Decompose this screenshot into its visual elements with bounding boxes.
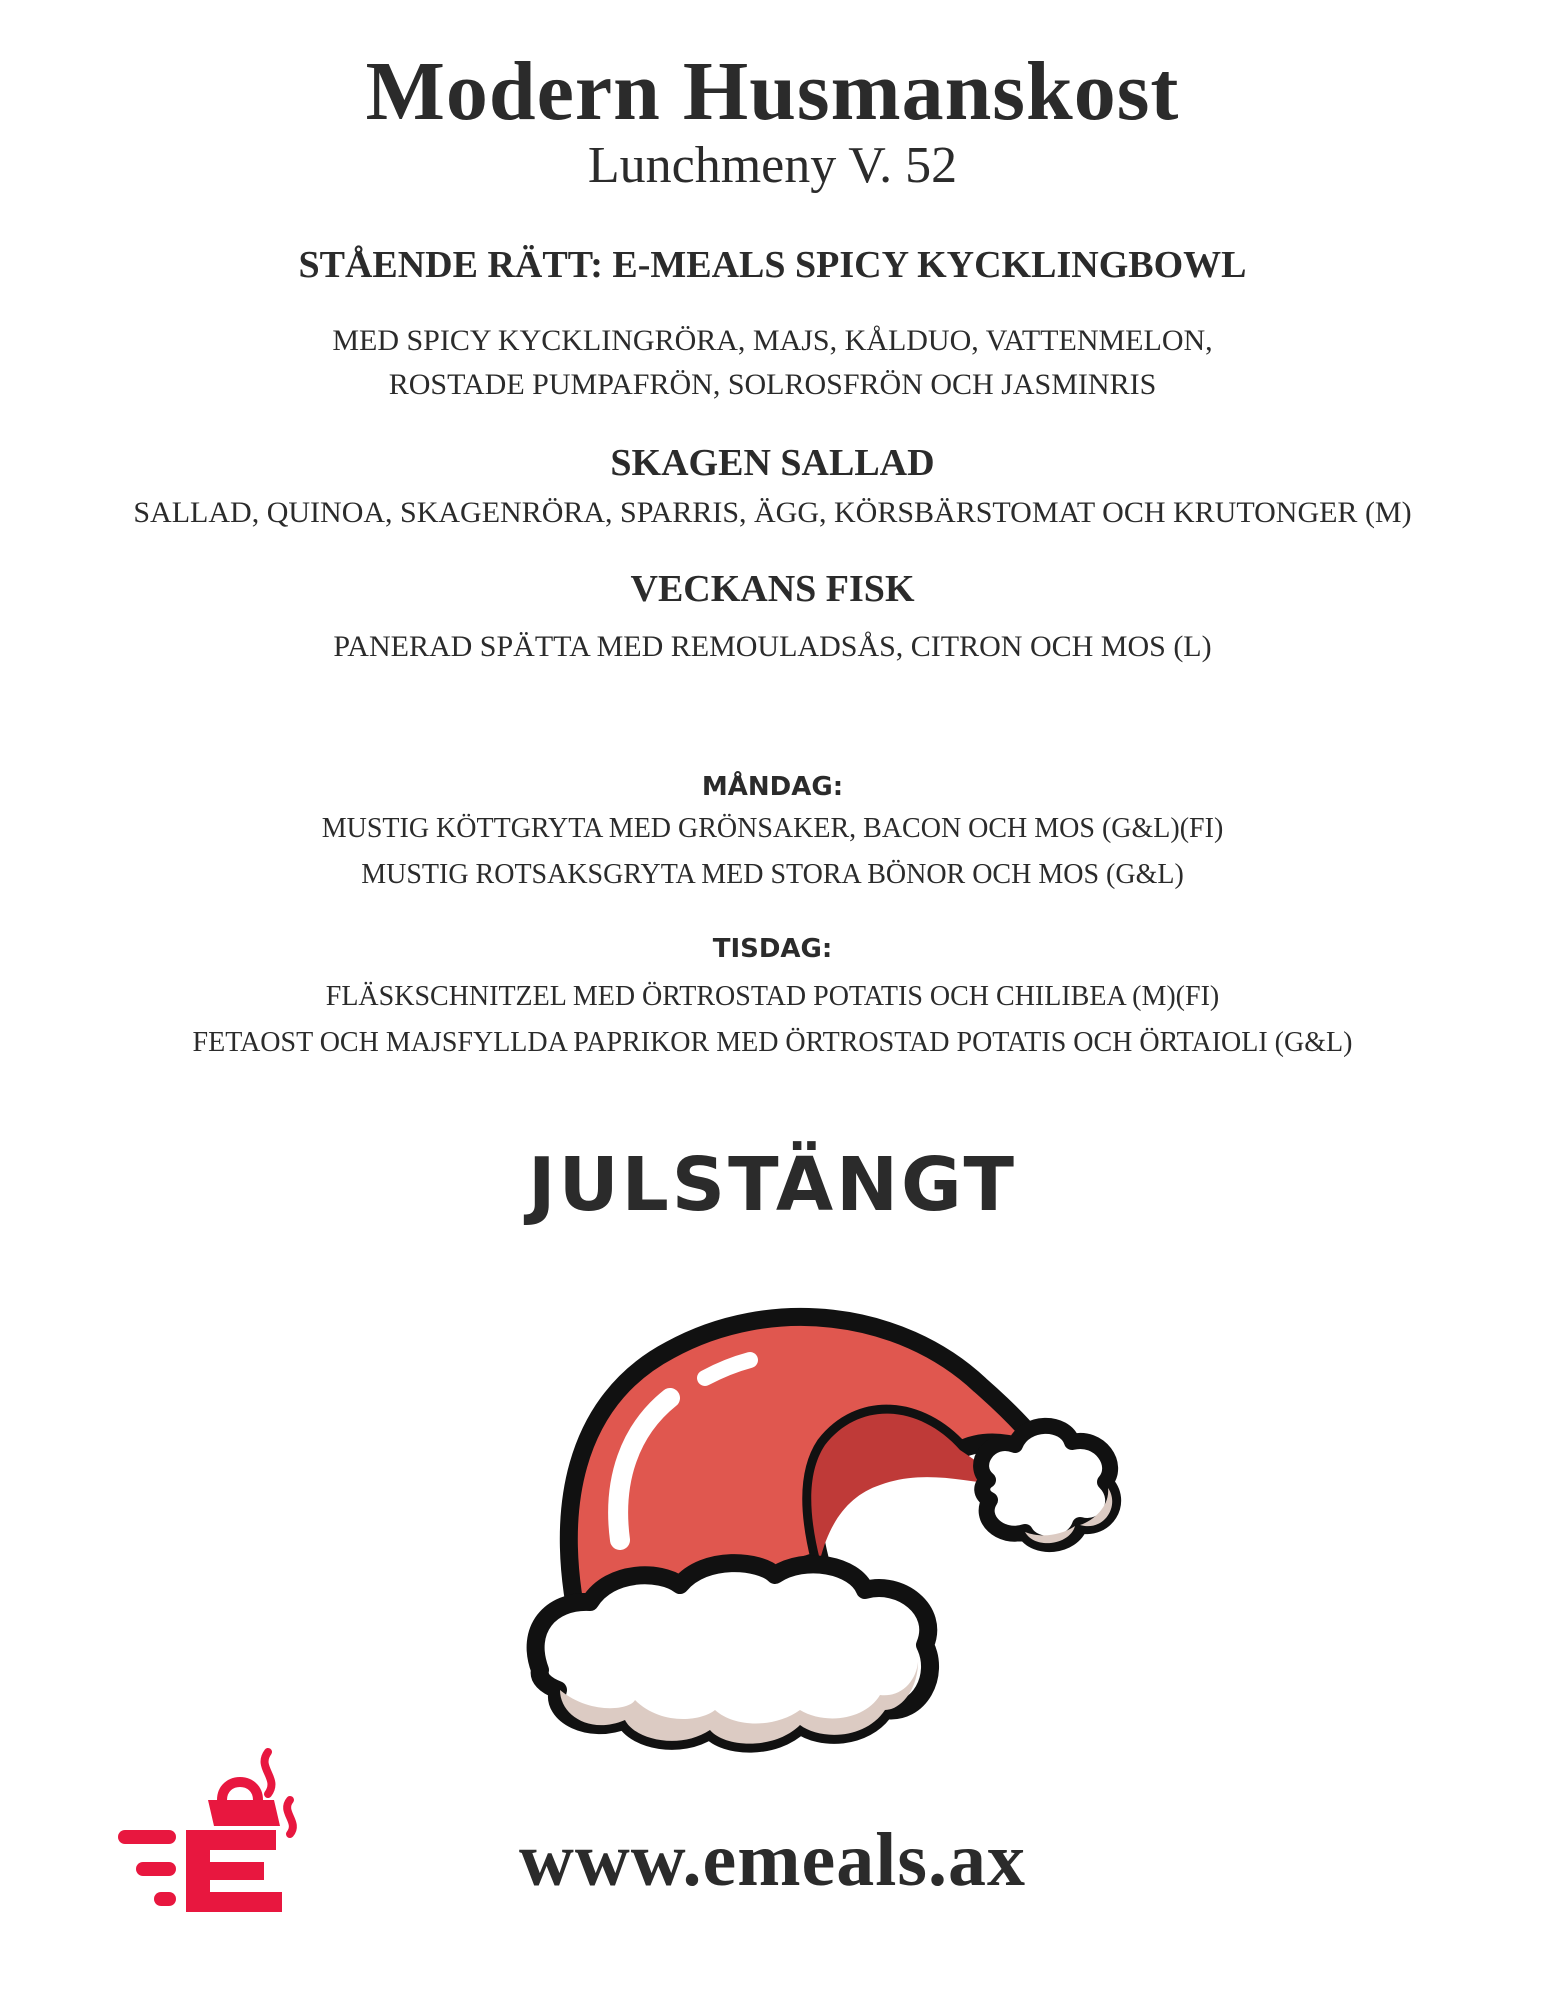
standing-dish-line: ROSTADE PUMPAFRÖN, SOLROSFRÖN OCH JASMINRIS	[388, 368, 1157, 401]
website-link[interactable]: www.emeals.ax	[519, 1818, 1026, 1902]
day-heading: MÅNDAG:	[701, 772, 844, 802]
standing-dish-line: MED SPICY KYCKLINGRÖRA, MAJS, KÅLDUO, VATTENMELON,	[332, 324, 1213, 357]
skagen-description: SALLAD, QUINOA, SKAGENRÖRA, SPARRIS, ÄGG, KÖRSBÄRSTOMAT OCH KRUTONGER (M)	[133, 496, 1412, 529]
fish-description: PANERAD SPÄTTA MED REMOULADSÅS, CITRON OCH MOS (L)	[333, 630, 1212, 663]
day-heading: TISDAG:	[712, 934, 833, 964]
closed-notice: JULSTÄNGT	[528, 1142, 1017, 1228]
menu-title: Modern Husmanskost	[365, 45, 1180, 138]
skagen-heading: SKAGEN SALLAD	[610, 442, 935, 484]
standing-dish-heading: STÅENDE RÄTT: E-MEALS SPICY KYCKLINGBOWL	[298, 244, 1247, 286]
day-dish: MUSTIG KÖTTGRYTA MED GRÖNSAKER, BACON OCH MOS (G&L)(FI)	[321, 813, 1224, 844]
fish-heading: VECKANS FISK	[630, 568, 915, 610]
menu-subtitle: Lunchmeny V. 52	[587, 137, 958, 194]
santa-hat-icon	[520, 1270, 1140, 1790]
day-dish: MUSTIG ROTSAKSGRYTA MED STORA BÖNOR OCH MOS (G&L)	[361, 859, 1184, 890]
day-dish: FETAOST OCH MAJSFYLLDA PAPRIKOR MED ÖRTROSTAD POTATIS OCH ÖRTAIOLI (G&L)	[192, 1027, 1353, 1058]
day-dish: FLÄSKSCHNITZEL MED ÖRTROSTAD POTATIS OCH CHILIBEA (M)(FI)	[325, 981, 1220, 1012]
